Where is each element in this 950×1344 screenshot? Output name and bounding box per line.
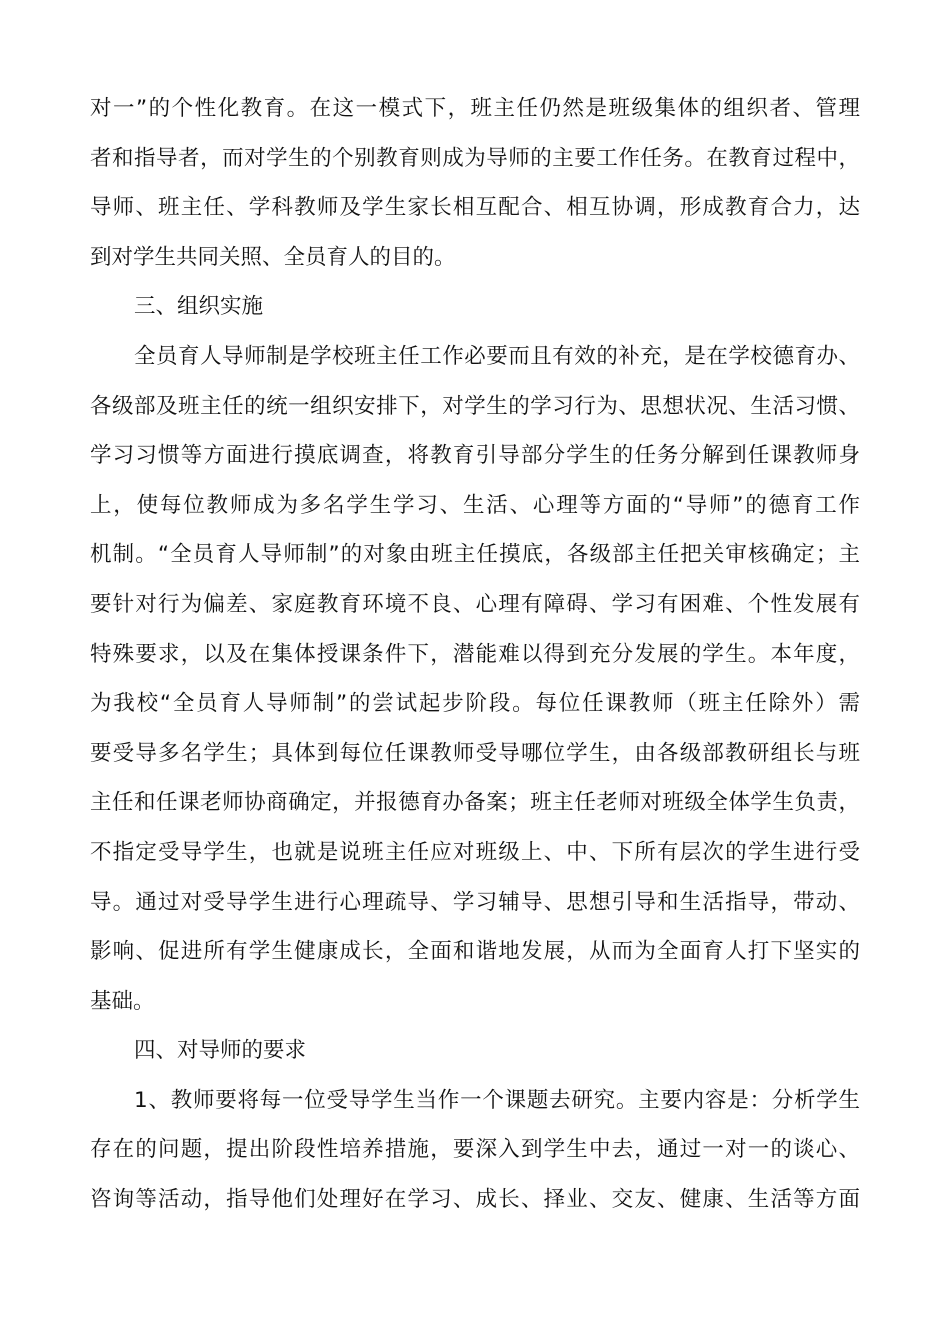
paragraph-line: 上，使每位教师成为多名学生学习、生活、心理等方面的“导师”的德育工作 xyxy=(90,492,860,518)
paragraph-line: 要受导多名学生；具体到每位任课教师受导哪位学生，由各级部教研组长与班 xyxy=(90,740,860,766)
section-heading-organization: 三、组织实施 xyxy=(134,294,264,320)
paragraph-line: 要针对行为偏差、家庭教育环境不良、心理有障碍、学习有困难、个性发展有 xyxy=(90,591,860,617)
paragraph-line: 者和指导者，而对学生的个别教育则成为导师的主要工作任务。在教育过程中， xyxy=(90,145,860,171)
paragraph-line: 为我校“全员育人导师制”的尝试起步阶段。每位任课教师（班主任除外）需 xyxy=(90,691,860,717)
paragraph-line: 导。通过对受导学生进行心理疏导、学习辅导、思想引导和生活指导，带动、 xyxy=(90,889,860,915)
paragraph-line: 对一”的个性化教育。在这一模式下，班主任仍然是班级集体的组织者、管理 xyxy=(90,96,860,121)
paragraph-line: 影响、促进所有学生健康成长，全面和谐地发展，从而为全面育人打下坚实的 xyxy=(90,939,860,965)
paragraph-line: 学习习惯等方面进行摸底调查，将教育引导部分学生的任务分解到任课教师身 xyxy=(90,443,860,469)
paragraph-line: 机制。“全员育人导师制”的对象由班主任摸底，各级部主任把关审核确定；主 xyxy=(90,542,860,568)
paragraph-line: 特殊要求，以及在集体授课条件下，潜能难以得到充分发展的学生。本年度， xyxy=(90,641,860,667)
paragraph-line: 咨询等活动，指导他们处理好在学习、成长、择业、交友、健康、生活等方面 xyxy=(90,1187,860,1213)
paragraph-line: 各级部及班主任的统一组织安排下，对学生的学习行为、思想状况、生活习惯、 xyxy=(90,393,860,419)
paragraph-line: 1、教师要将每一位受导学生当作一个课题去研究。主要内容是：分析学生 xyxy=(134,1087,860,1113)
paragraph-line: 主任和任课老师协商确定，并报德育办备案；班主任老师对班级全体学生负责， xyxy=(90,790,860,816)
paragraph-line: 存在的问题，提出阶段性培养措施，要深入到学生中去，通过一对一的谈心、 xyxy=(90,1137,860,1163)
paragraph-line: 全员育人导师制是学校班主任工作必要而且有效的补充，是在学校德育办、 xyxy=(134,343,860,369)
document-page xyxy=(90,84,860,1225)
section-heading-mentor-requirements: 四、对导师的要求 xyxy=(134,1038,307,1064)
paragraph-line: 不指定受导学生，也就是说班主任应对班级上、中、下所有层次的学生进行受 xyxy=(90,839,860,865)
paragraph-line: 基础。 xyxy=(90,988,155,1014)
paragraph-line: 导师、班主任、学科教师及学生家长相互配合、相互协调，形成教育合力，达 xyxy=(90,195,860,221)
paragraph-line: 到对学生共同关照、全员育人的目的。 xyxy=(90,244,456,270)
